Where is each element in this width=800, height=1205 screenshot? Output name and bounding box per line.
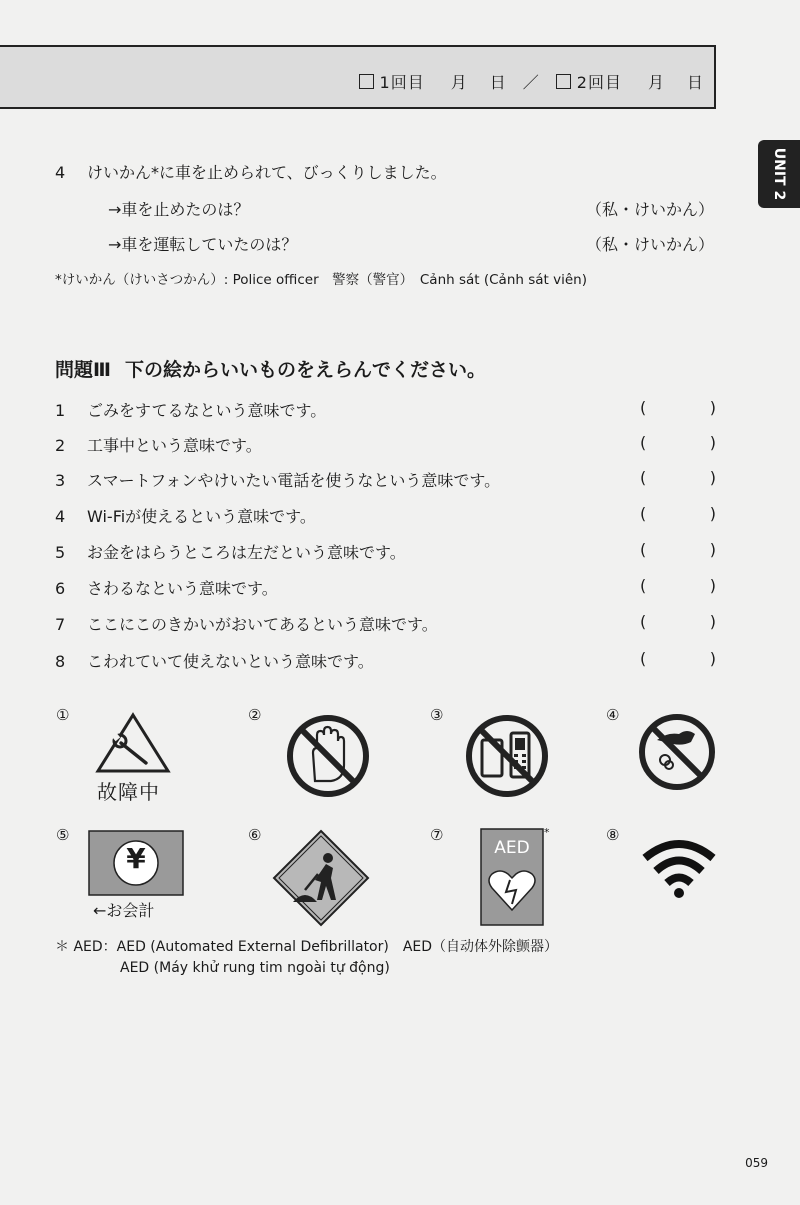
- answer-blank[interactable]: ( ): [640, 576, 716, 595]
- list-item: 2 工事中という意味です。: [55, 436, 262, 455]
- checkbox-first[interactable]: [359, 74, 374, 89]
- question-4-number: 4: [55, 163, 66, 182]
- section-number: 問題Ⅲ: [55, 359, 111, 381]
- list-item: 1 ごみをすてるなという意味です。: [55, 401, 327, 420]
- picture-number-8: ⑧: [606, 826, 620, 844]
- yen-icon: ¥: [126, 842, 146, 875]
- answer-blank[interactable]: ( ): [640, 540, 716, 559]
- unit-tab: UNIT 2: [758, 140, 800, 208]
- answer-blank[interactable]: ( ): [640, 649, 716, 668]
- checkbox-second[interactable]: [556, 74, 571, 89]
- section-title: [55, 355, 486, 382]
- header-rule: [0, 107, 716, 109]
- picture-number-5: ⑤: [56, 826, 70, 844]
- section-instruction: 下の絵からいいものをえらんでください。: [124, 359, 486, 381]
- aed-note-line2: AED (Máy khử rung tim ngoài tự động): [120, 960, 390, 976]
- construction-sign-icon: [271, 828, 371, 928]
- page-number: 059: [745, 1156, 768, 1170]
- aed-footnote-mark: *: [544, 826, 550, 839]
- list-item: 4 Wi-Fiが使えるという意味です。: [55, 507, 316, 526]
- answer-blank[interactable]: ( ): [640, 612, 716, 631]
- kaikei-sign-text: ←お会計: [93, 901, 155, 920]
- answer-blank[interactable]: ( ): [640, 504, 716, 523]
- first-label: 1回目: [379, 73, 425, 92]
- picture-number-1: ①: [56, 706, 70, 724]
- keikan-note: *けいかん（けいさつかん）: Police officer 警察（警官） Cảnh sát (Cảnh sát viên): [55, 272, 587, 288]
- day-label-2: 日: [686, 73, 704, 92]
- wifi-icon: [640, 836, 718, 900]
- no-littering-icon: [637, 712, 717, 792]
- question-4: [55, 160, 447, 183]
- day-label-1: 日: [489, 73, 507, 92]
- list-item: 5 お金をはらうところは左だという意味です。: [55, 543, 406, 562]
- list-item: 3 スマートフォンやけいたい電話を使うなという意味です。: [55, 471, 501, 490]
- no-phone-icon: [464, 713, 550, 799]
- kosho-sign-text: 故障中: [97, 780, 160, 804]
- aed-note-line1: ＊ AED：AED (Automated External Defibrillator) AED（自动体外除颤器）: [55, 939, 559, 955]
- wrench-warning-icon: [95, 712, 171, 774]
- question-4-sub1-answer[interactable]: （私・けいかん）: [585, 200, 714, 219]
- answer-blank[interactable]: ( ): [640, 433, 716, 452]
- answer-blank[interactable]: ( ): [640, 398, 716, 417]
- list-item: 8 こわれていて使えないという意味です。: [55, 652, 374, 671]
- no-touching-icon: [285, 713, 371, 799]
- picture-number-2: ②: [248, 706, 262, 724]
- list-item: 6 さわるなという意味です。: [55, 579, 278, 598]
- question-4-sub2: →車を運転していたのは？: [108, 235, 298, 254]
- question-4-text: けいかん*に車を止められて、びっくりしました。: [87, 163, 447, 182]
- picture-number-4: ④: [606, 706, 620, 724]
- picture-number-3: ③: [430, 706, 444, 724]
- question-4-sub1: →車を止めたのは？: [108, 200, 250, 219]
- aed-label: AED: [494, 838, 530, 858]
- separator: ／: [522, 73, 540, 92]
- picture-number-6: ⑥: [248, 826, 262, 844]
- study-date-record: [359, 70, 704, 93]
- question-4-sub2-answer[interactable]: （私・けいかん）: [585, 235, 714, 254]
- second-label: 2回目: [576, 73, 622, 92]
- month-label-1: 月: [450, 73, 468, 92]
- list-item: 7 ここにこのきかいがおいてあるという意味です。: [55, 615, 438, 634]
- answer-blank[interactable]: ( ): [640, 468, 716, 487]
- month-label-2: 月: [647, 73, 665, 92]
- picture-number-7: ⑦: [430, 826, 444, 844]
